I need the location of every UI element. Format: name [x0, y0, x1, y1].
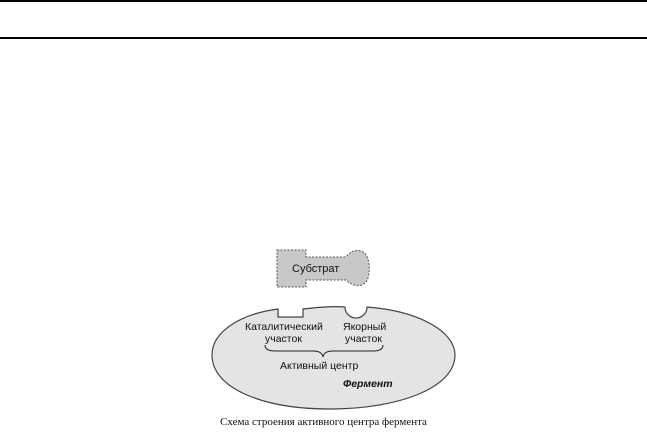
anchor-site-label: Якорный [343, 321, 387, 333]
enzyme-label: Фермент [343, 378, 393, 390]
active-center-diagram [205, 247, 459, 417]
substrate-label: Субстрат [292, 263, 340, 275]
anchor-site-label-line2: участок [345, 333, 382, 345]
header-rule [0, 37, 647, 39]
figure-caption: Схема строения активного центра фермента [220, 416, 427, 428]
top-rule [0, 0, 647, 2]
catalytic-site-label: Каталитический [245, 321, 323, 333]
catalytic-site-label-line2: участок [265, 333, 302, 345]
active-center-label: Активный центр [280, 360, 359, 372]
